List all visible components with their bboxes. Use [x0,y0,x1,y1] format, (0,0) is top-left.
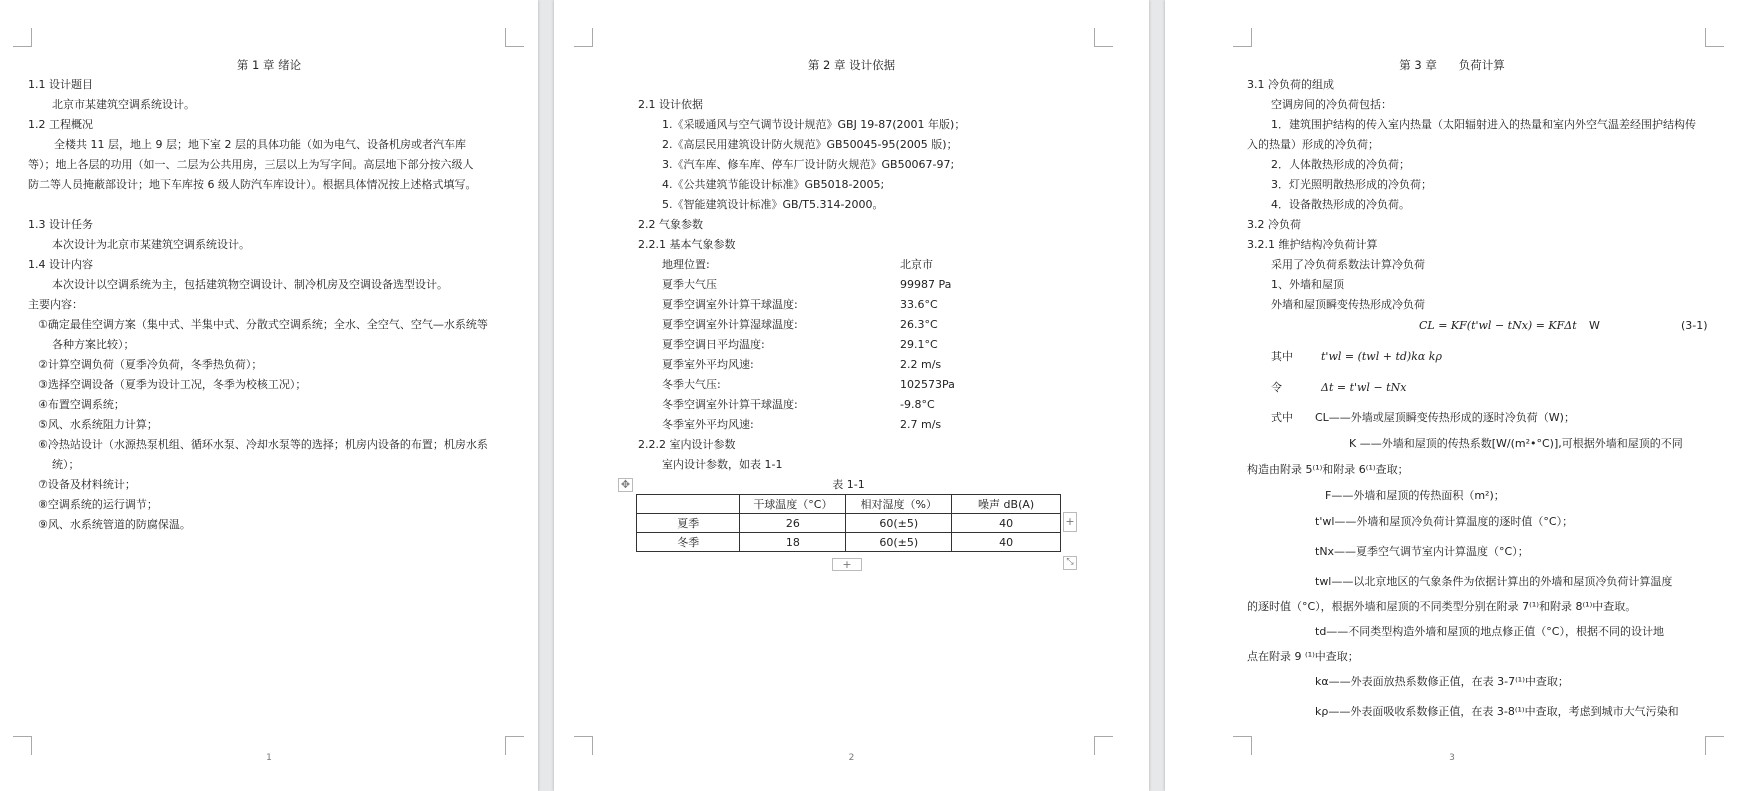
table-row [637,514,1061,533]
list-item: ①确定最佳空调方案（集中式、半集中式、分散式空调系统；全水、全空气、空气—水系统等各种方案比较）； [38,318,488,351]
paragraph: 采用了冷负荷系数法计算冷负荷 [1271,258,1425,271]
paragraph: 本次设计以空调系统为主，包括建筑物空调设计、制冷机房及空调设备选型设计。 [52,278,448,291]
param-value: -9.8°C [900,398,935,411]
list-item: ⑤风、水系统阻力计算； [38,418,158,431]
definition: t'wl——外墙和屋顶冷负荷计算温度的逐时值（°C）； [1315,515,1574,528]
table-header-row [637,495,1061,514]
param-label: 夏季室外平均风速: [662,358,754,371]
table-cell[interactable]: 60(±5) [846,514,952,533]
list-item: ⑥冷热站设计（水源热泵机组、循环水泵、冷却水泵等的选择；机房内设备的布置；机房水系统）； [38,438,488,471]
param-label: 夏季大气压 [662,278,717,291]
list-item: ⑧空调系统的运行调节； [38,498,158,511]
list-item: 2．人体散热形成的冷负荷； [1271,158,1410,171]
param-label: 夏季空调室外计算湿球温度: [662,318,798,331]
paragraph: 空调房间的冷负荷包括： [1271,98,1392,111]
section-heading: 3.1 冷负荷的组成 [1247,78,1334,91]
definition: tNx——夏季空气调节室内计算温度（°C）； [1315,545,1529,558]
section-heading: 1.3 设计任务 [28,218,93,231]
section-heading: 3.2 冷负荷 [1247,218,1301,231]
label: 其中 [1271,350,1293,363]
paragraph: 全楼共 11 层，地上 9 层；地下室 2 层的具体功能（如为电气、设备机房或者汽车库等）；地上各层的功用（如一、二层为公共用房，三层以上为写字间。高层地下部分按六级人防二等人员掩蔽部设计；地下车库按 6 级人防汽车库设计）。根据具体情况按上述格式填写。 [28,138,477,191]
paragraph: 本次设计为北京市某建筑空调系统设计。 [52,238,250,251]
reference-item: 4.《公共建筑节能设计标准》GB5018-2005; [662,178,885,191]
equation-number: (3-1) [1681,319,1708,332]
definition: CL——外墙或屋顶瞬变传热形成的逐时冷负荷（W)； [1315,411,1575,424]
param-label: 地理位置: [662,258,710,271]
section-heading: 2.2 气象参数 [638,218,703,231]
list-item: ⑨风、水系统管道的防腐保温。 [38,518,191,531]
definition: kα——外表面放热系数修正值，在表 3-7⁽¹⁾中查取； [1315,675,1569,688]
param-label: 冬季室外平均风速: [662,418,754,431]
definition: F——外墙和屋顶的传热面积（m²)； [1325,489,1505,502]
paragraph: 北京市某建筑空调系统设计。 [52,98,195,111]
reference-item: 1.《采暖通风与空气调节设计规范》GBJ 19-87(2001 年版)； [662,118,966,131]
add-column-button[interactable]: + [1063,512,1077,532]
section-heading: 1.2 工程概况 [28,118,93,131]
list-item: 4．设备散热形成的冷负荷。 [1271,198,1410,211]
param-value: 29.1°C [900,338,938,351]
reference-item: 2.《高层民用建筑设计防火规范》GB50045-95(2005 版)； [662,138,958,151]
table-move-handle[interactable]: ✥ [618,478,633,492]
table-row [637,533,1061,552]
equation: Δt = t'wl − tNx [1321,381,1407,394]
section-heading: 2.2.2 室内设计参数 [638,438,736,451]
crop-mark [505,28,524,47]
table-resize-icon[interactable]: ⤡ [1063,556,1077,570]
param-value: 102573Pa [900,378,955,391]
crop-mark [13,28,32,47]
list-item: ④布置空调系统； [38,398,125,411]
chapter-title: 第 2 章 设计依据 [807,58,896,72]
table-cell[interactable]: 冬季 [637,533,740,552]
equation: t'wl = (twl + td)kα kρ [1321,350,1442,363]
list-item: ③选择空调设备（夏季为设计工况，冬季为校核工况）； [38,378,307,391]
paragraph: 1、外墙和屋顶 [1271,278,1344,291]
chapter-title: 第 3 章 负荷计算 [1399,58,1505,72]
label: 令 [1271,381,1282,394]
crop-mark [1094,28,1113,47]
param-label: 夏季空调日平均温度: [662,338,765,351]
add-row-button[interactable]: + [832,558,862,571]
table-header-cell[interactable]: 噪声 dB(A) [952,495,1061,514]
definition: 的逐时值（°C），根据外墙和屋顶的不同类型分别在附录 7⁽¹⁾和附录 8⁽¹⁾中查取。 [1247,600,1637,613]
table-header-cell[interactable] [637,495,740,514]
definition: 点在附录 9 ⁽¹⁾中查取； [1247,650,1359,663]
definition: K ——外墙和屋顶的传热系数[W/(m²•°C)],可根据外墙和屋顶的不同 [1349,437,1683,450]
table-cell[interactable]: 夏季 [637,514,740,533]
table-header-cell[interactable]: 干球温度（°C） [740,495,846,514]
param-value: 2.2 m/s [900,358,942,371]
chapter-title: 第 1 章 绪论 [236,58,302,72]
equation-unit: W [1589,319,1600,332]
label: 式中 [1271,411,1293,424]
page-number: 1 [266,753,272,763]
design-table[interactable] [636,494,1061,552]
section-heading: 2.2.1 基本气象参数 [638,238,736,251]
param-label: 冬季空调室外计算干球温度: [662,398,798,411]
param-value: 26.3°C [900,318,938,331]
paragraph: 外墙和屋顶瞬变传热形成冷负荷 [1271,298,1425,311]
list-item: 3．灯光照明散热形成的冷负荷； [1271,178,1432,191]
table-caption: 表 1-1 [832,478,865,491]
param-label: 冬季大气压: [662,378,721,391]
reference-item: 5.《智能建筑设计标准》GB/T5.314-2000。 [662,198,884,211]
definition: 构造由附录 5⁽¹⁾和附录 6⁽¹⁾查取； [1247,463,1409,476]
param-value: 北京市 [900,258,933,271]
reference-item: 3.《汽车库、修车库、停车厂设计防火规范》GB50067-97; [662,158,955,171]
crop-mark [1233,28,1252,47]
crop-mark [1705,28,1724,47]
definition: td——不同类型构造外墙和屋顶的地点修正值（°C），根据不同的设计地 [1315,625,1664,638]
document-page-2[interactable] [554,0,1149,791]
paragraph: 主要内容： [28,298,83,311]
section-heading: 2.1 设计依据 [638,98,703,111]
table-cell[interactable]: 26 [740,514,846,533]
table-cell[interactable]: 40 [952,533,1061,552]
paragraph: 室内设计参数，如表 1-1 [662,458,783,471]
equation-main: CL = KF(t'wl − tNx) = KFΔt [1419,319,1577,332]
section-heading: 3.2.1 维护结构冷负荷计算 [1247,238,1378,251]
table-header-cell[interactable]: 相对湿度（%） [846,495,952,514]
param-value: 99987 Pa [900,278,952,291]
table-cell[interactable]: 40 [952,514,1061,533]
section-heading: 1.4 设计内容 [28,258,93,271]
page-number: 2 [848,753,855,763]
table-cell[interactable]: 60(±5) [846,533,952,552]
definition: twl——以北京地区的气象条件为依据计算出的外墙和屋顶冷负荷计算温度 [1315,575,1673,588]
document-page-1[interactable] [0,0,538,791]
list-item: ②计算空调负荷（夏季冷负荷，冬季热负荷）； [38,358,263,371]
section-heading: 1.1 设计题目 [28,78,93,91]
param-label: 夏季空调室外计算干球温度: [662,298,798,311]
document-page-3[interactable] [1165,0,1739,791]
definition: kρ——外表面吸收系数修正值，在表 3-8⁽¹⁾中查取，考虑到城市大气污染和 [1315,705,1679,718]
page-number: 3 [1449,753,1455,763]
table-cell[interactable]: 18 [740,533,846,552]
param-value: 33.6°C [900,298,938,311]
param-value: 2.7 m/s [900,418,942,431]
crop-mark [574,28,593,47]
list-item: ⑦设备及材料统计； [38,478,136,491]
list-item: 1．建筑围护结构的传入室内热量（太阳辐射进入的热量和室内外空气温差经围护结构传入的热量）形成的冷负荷； [1247,118,1696,151]
